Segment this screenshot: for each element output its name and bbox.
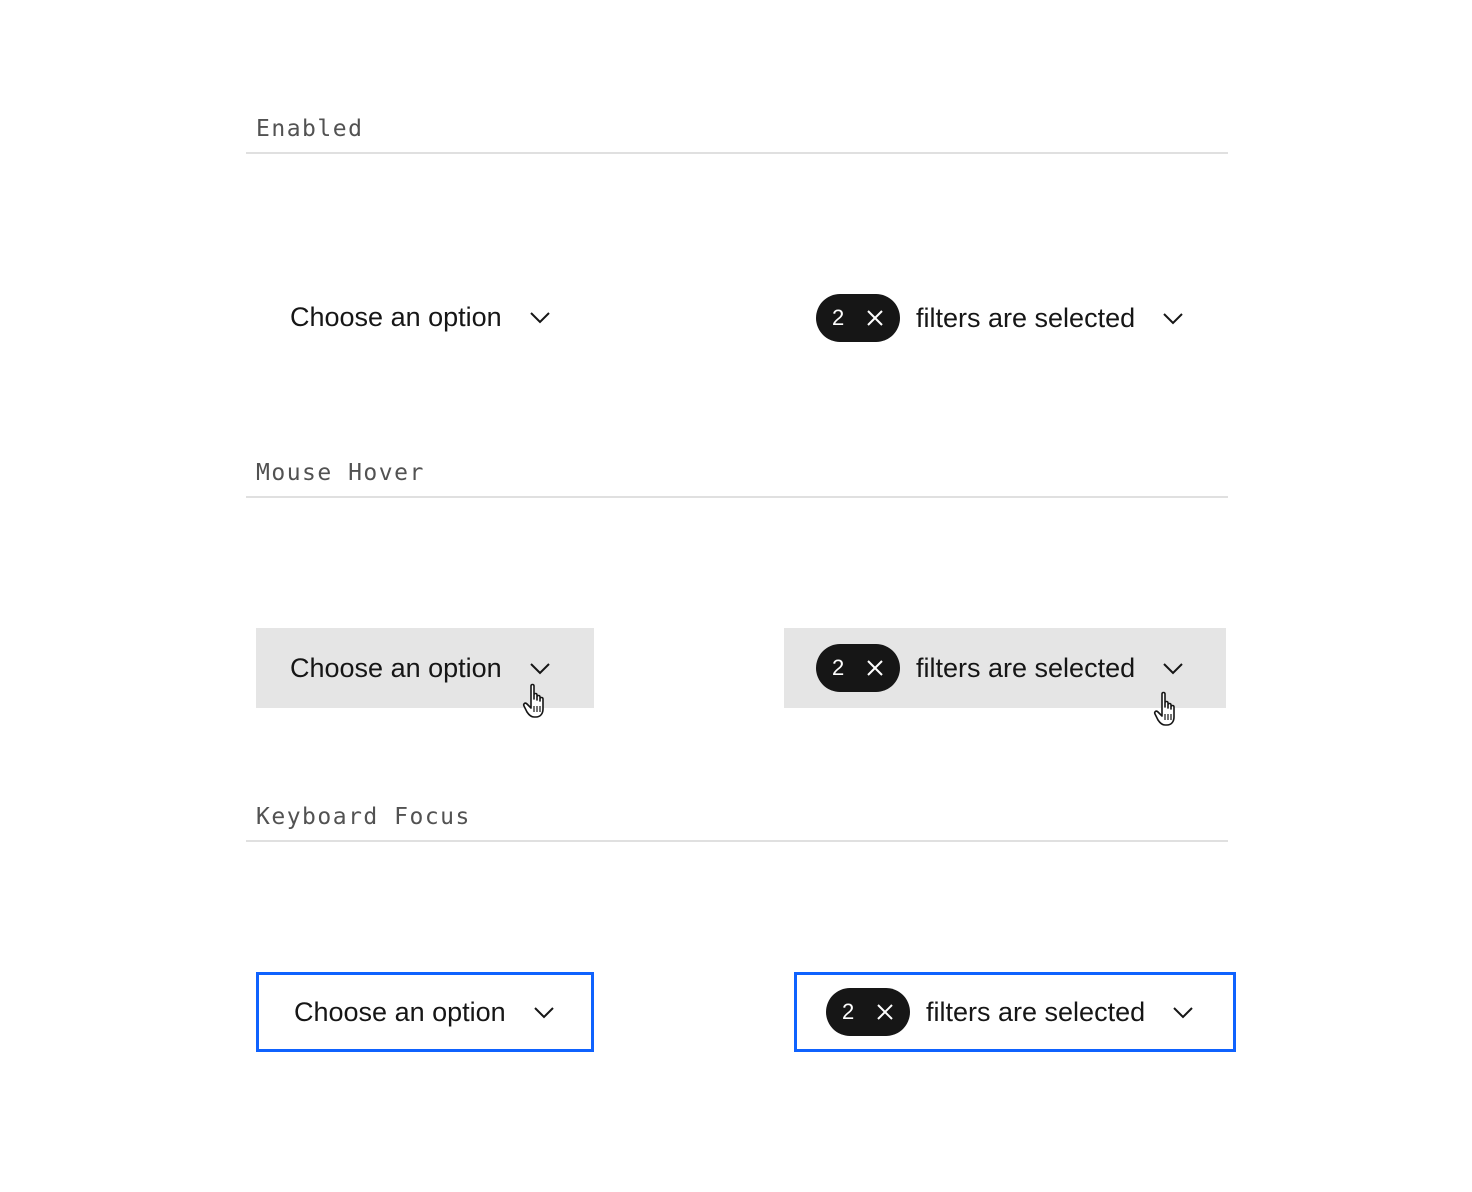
chevron-down-icon (528, 305, 552, 329)
selected-count-tag[interactable] (816, 644, 900, 692)
selected-count: 2 (832, 305, 845, 330)
dropdown-label: filters are selected (916, 652, 1136, 683)
close-icon[interactable] (865, 658, 885, 678)
multi-select-dropdown-enabled[interactable] (784, 278, 1226, 358)
section-label-focus: Keyboard Focus (256, 804, 471, 830)
dropdown-label: filters are selected (916, 302, 1136, 333)
dropdown-label: filters are selected (926, 996, 1146, 1027)
hand-pointer-icon (522, 682, 556, 722)
chevron-down-icon (532, 1000, 556, 1024)
section-label-hover: Mouse Hover (256, 460, 425, 486)
section-divider (246, 496, 1228, 498)
dropdown-label: Choose an option (294, 996, 506, 1027)
close-icon[interactable] (875, 1002, 895, 1022)
hand-pointer-icon (1153, 690, 1187, 730)
single-select-dropdown-focus[interactable] (256, 972, 594, 1052)
section-label-enabled: Enabled (256, 116, 364, 142)
dropdown-label: Choose an option (290, 652, 502, 683)
selected-count: 2 (832, 655, 845, 680)
chevron-down-icon (1171, 1000, 1195, 1024)
chevron-down-icon (1161, 306, 1185, 330)
chevron-down-icon (528, 656, 552, 680)
single-select-dropdown-enabled[interactable] (256, 277, 594, 357)
selected-count: 2 (842, 999, 855, 1024)
dropdown-label: Choose an option (290, 301, 502, 332)
multi-select-dropdown-focus[interactable] (794, 972, 1236, 1052)
chevron-down-icon (1161, 656, 1185, 680)
section-divider (246, 152, 1228, 154)
selected-count-tag[interactable] (816, 294, 900, 342)
section-divider (246, 840, 1228, 842)
selected-count-tag[interactable] (826, 988, 910, 1036)
close-icon[interactable] (865, 308, 885, 328)
